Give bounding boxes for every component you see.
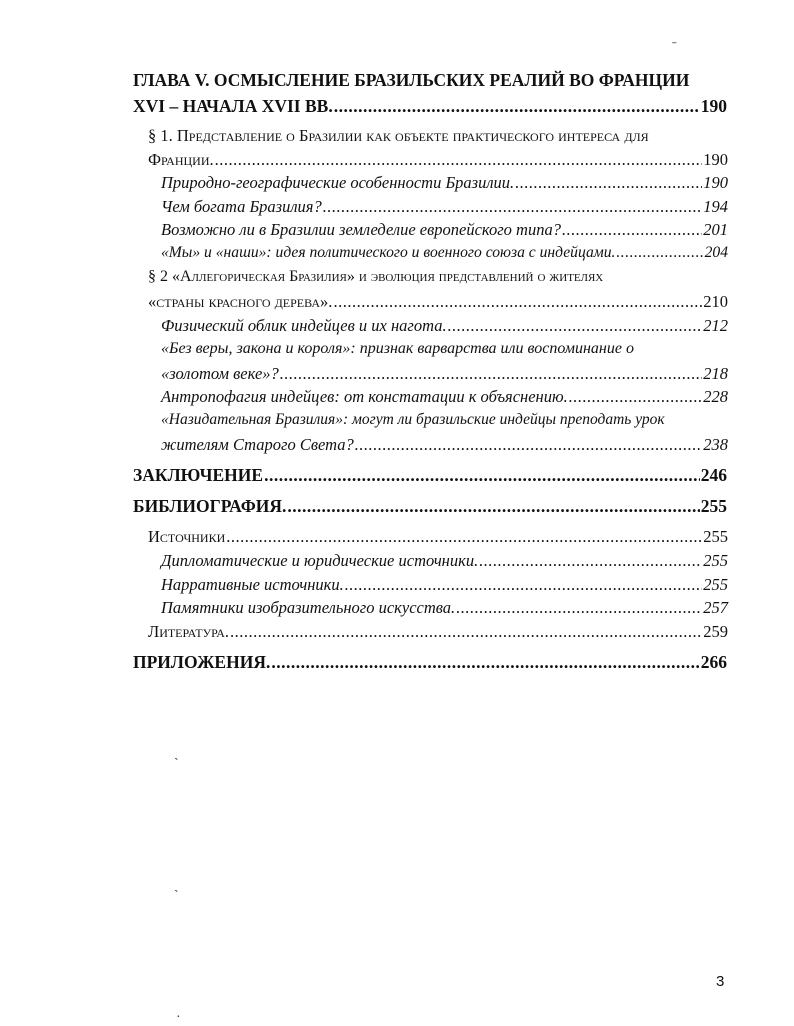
- leader-dots: [271, 652, 699, 673]
- page-number: 194: [703, 197, 728, 216]
- page-number: 255: [703, 527, 728, 546]
- page-number: 204: [704, 244, 728, 261]
- toc-item-title: Природно-географические особенности Бразилии.: [161, 173, 515, 192]
- scan-mark: ˏ: [174, 878, 179, 893]
- leader-dots: [479, 551, 702, 571]
- toc-item-title: Чем богата Бразилия?: [161, 197, 322, 216]
- toc-item[interactable]: [161, 316, 728, 336]
- toc-item-title: «золотом веке»?: [161, 364, 279, 383]
- page-number: 259: [703, 622, 728, 641]
- toc-item[interactable]: [161, 598, 728, 618]
- conclusion-entry[interactable]: [133, 465, 727, 486]
- page-number: 257: [703, 598, 728, 617]
- leader-dots: [355, 435, 702, 455]
- leader-dots: [515, 173, 702, 193]
- toc-item-title: Памятники изобразительного искусства.: [161, 598, 456, 617]
- toc-item-title: Дипломатические и юридические источники.: [161, 551, 479, 570]
- leader-dots: [333, 292, 702, 312]
- toc-item-title: Возможно ли в Бразилии земледелие европейского типа?: [161, 220, 561, 239]
- appendices-title: ПРИЛОЖЕНИЯ.: [133, 652, 271, 672]
- appendices-entry[interactable]: [133, 652, 727, 673]
- page-number: 190: [703, 150, 728, 169]
- toc-item[interactable]: [161, 244, 728, 262]
- toc-item-title-line1: «Без веры, закона и короля»: признак варварства или воспоминание о: [161, 340, 634, 357]
- toc-item[interactable]: [161, 435, 728, 455]
- page-number: 255: [703, 551, 728, 570]
- conclusion-title: ЗАКЛЮЧЕНИЕ: [133, 465, 264, 485]
- page-number: 218: [703, 364, 728, 383]
- page-number: 246: [700, 465, 727, 485]
- page-number: 210: [703, 292, 728, 311]
- bibliography-entry[interactable]: [133, 496, 727, 517]
- page-number: 201: [703, 220, 728, 239]
- leader-dots: [230, 622, 702, 642]
- leader-dots: [280, 364, 702, 384]
- section-2-entry[interactable]: [148, 292, 728, 312]
- page-number: 212: [703, 316, 728, 335]
- section-2-title-line1: § 2 «Аллегорическая Бразилия» и эволюция представлений о жителях: [148, 268, 604, 285]
- leader-dots: [287, 496, 699, 517]
- leader-dots: [345, 575, 702, 595]
- sources-title: Источники: [148, 527, 226, 546]
- page-number: 255: [700, 496, 727, 516]
- leader-dots: [323, 197, 703, 217]
- page-number: 228: [703, 387, 728, 406]
- leader-dots: [562, 220, 702, 240]
- toc-item-title: Антропофагия индейцев: от констатации к объяснению.: [161, 387, 568, 406]
- toc-item-title: жителям Старого Света?: [161, 435, 354, 454]
- leader-dots: [616, 244, 703, 262]
- chapter-5-entry[interactable]: [133, 96, 727, 117]
- sources-entry[interactable]: [148, 527, 728, 547]
- toc-item[interactable]: [161, 220, 728, 240]
- section-1-entry[interactable]: [148, 150, 728, 170]
- leader-dots: [215, 150, 703, 170]
- toc-item-title: «Мы» и «наши»: идея политического и военного союза с индейцами.: [161, 244, 616, 261]
- section-1-title-line1: § 1. Представление о Бразилии как объекте практического интереса для: [148, 126, 649, 145]
- chapter-5-title-line1: ГЛАВА V. ОСМЫСЛЕНИЕ БРАЗИЛЬСКИХ РЕАЛИЙ ВО ФРАНЦИИ: [133, 70, 690, 90]
- section-1-title-line2: Франции.: [148, 150, 214, 169]
- page-number: 266: [700, 652, 727, 672]
- literature-entry[interactable]: [148, 622, 728, 642]
- toc-item[interactable]: [161, 173, 728, 193]
- toc-item[interactable]: [161, 551, 728, 571]
- literature-title: Литература.: [148, 622, 230, 641]
- leader-dots: [264, 465, 700, 486]
- leader-dots: [334, 96, 700, 117]
- leader-dots: [226, 527, 702, 547]
- leader-dots: [569, 387, 703, 407]
- page-number: 255: [703, 575, 728, 594]
- page-number-footer: 3: [716, 973, 725, 990]
- toc-item[interactable]: [161, 197, 728, 217]
- scan-mark: ·: [176, 1010, 181, 1025]
- leader-dots: [448, 316, 703, 336]
- page-number: 190: [700, 96, 727, 116]
- scan-mark: ˉ: [672, 40, 677, 55]
- toc-item-title: Нарративные источники.: [161, 575, 344, 594]
- toc-item[interactable]: [161, 387, 728, 407]
- bibliography-title: БИБЛИОГРАФИЯ.: [133, 496, 287, 516]
- toc-item-title-line1: «Назидательная Бразилия»: могут ли бразильские индейцы преподать урок: [161, 411, 665, 428]
- scan-mark: ˏ: [174, 746, 179, 761]
- page-number: 190: [703, 173, 728, 192]
- page-number: 238: [703, 435, 728, 454]
- leader-dots: [456, 598, 702, 618]
- toc-item[interactable]: [161, 364, 728, 384]
- chapter-5-title-line2: XVI – НАЧАЛА XVII ВВ.: [133, 96, 333, 116]
- toc-item[interactable]: [161, 575, 728, 595]
- section-2-title-line2: «страны красного дерева».: [148, 292, 333, 311]
- toc-item-title: Физический облик индейцев и их нагота.: [161, 316, 447, 335]
